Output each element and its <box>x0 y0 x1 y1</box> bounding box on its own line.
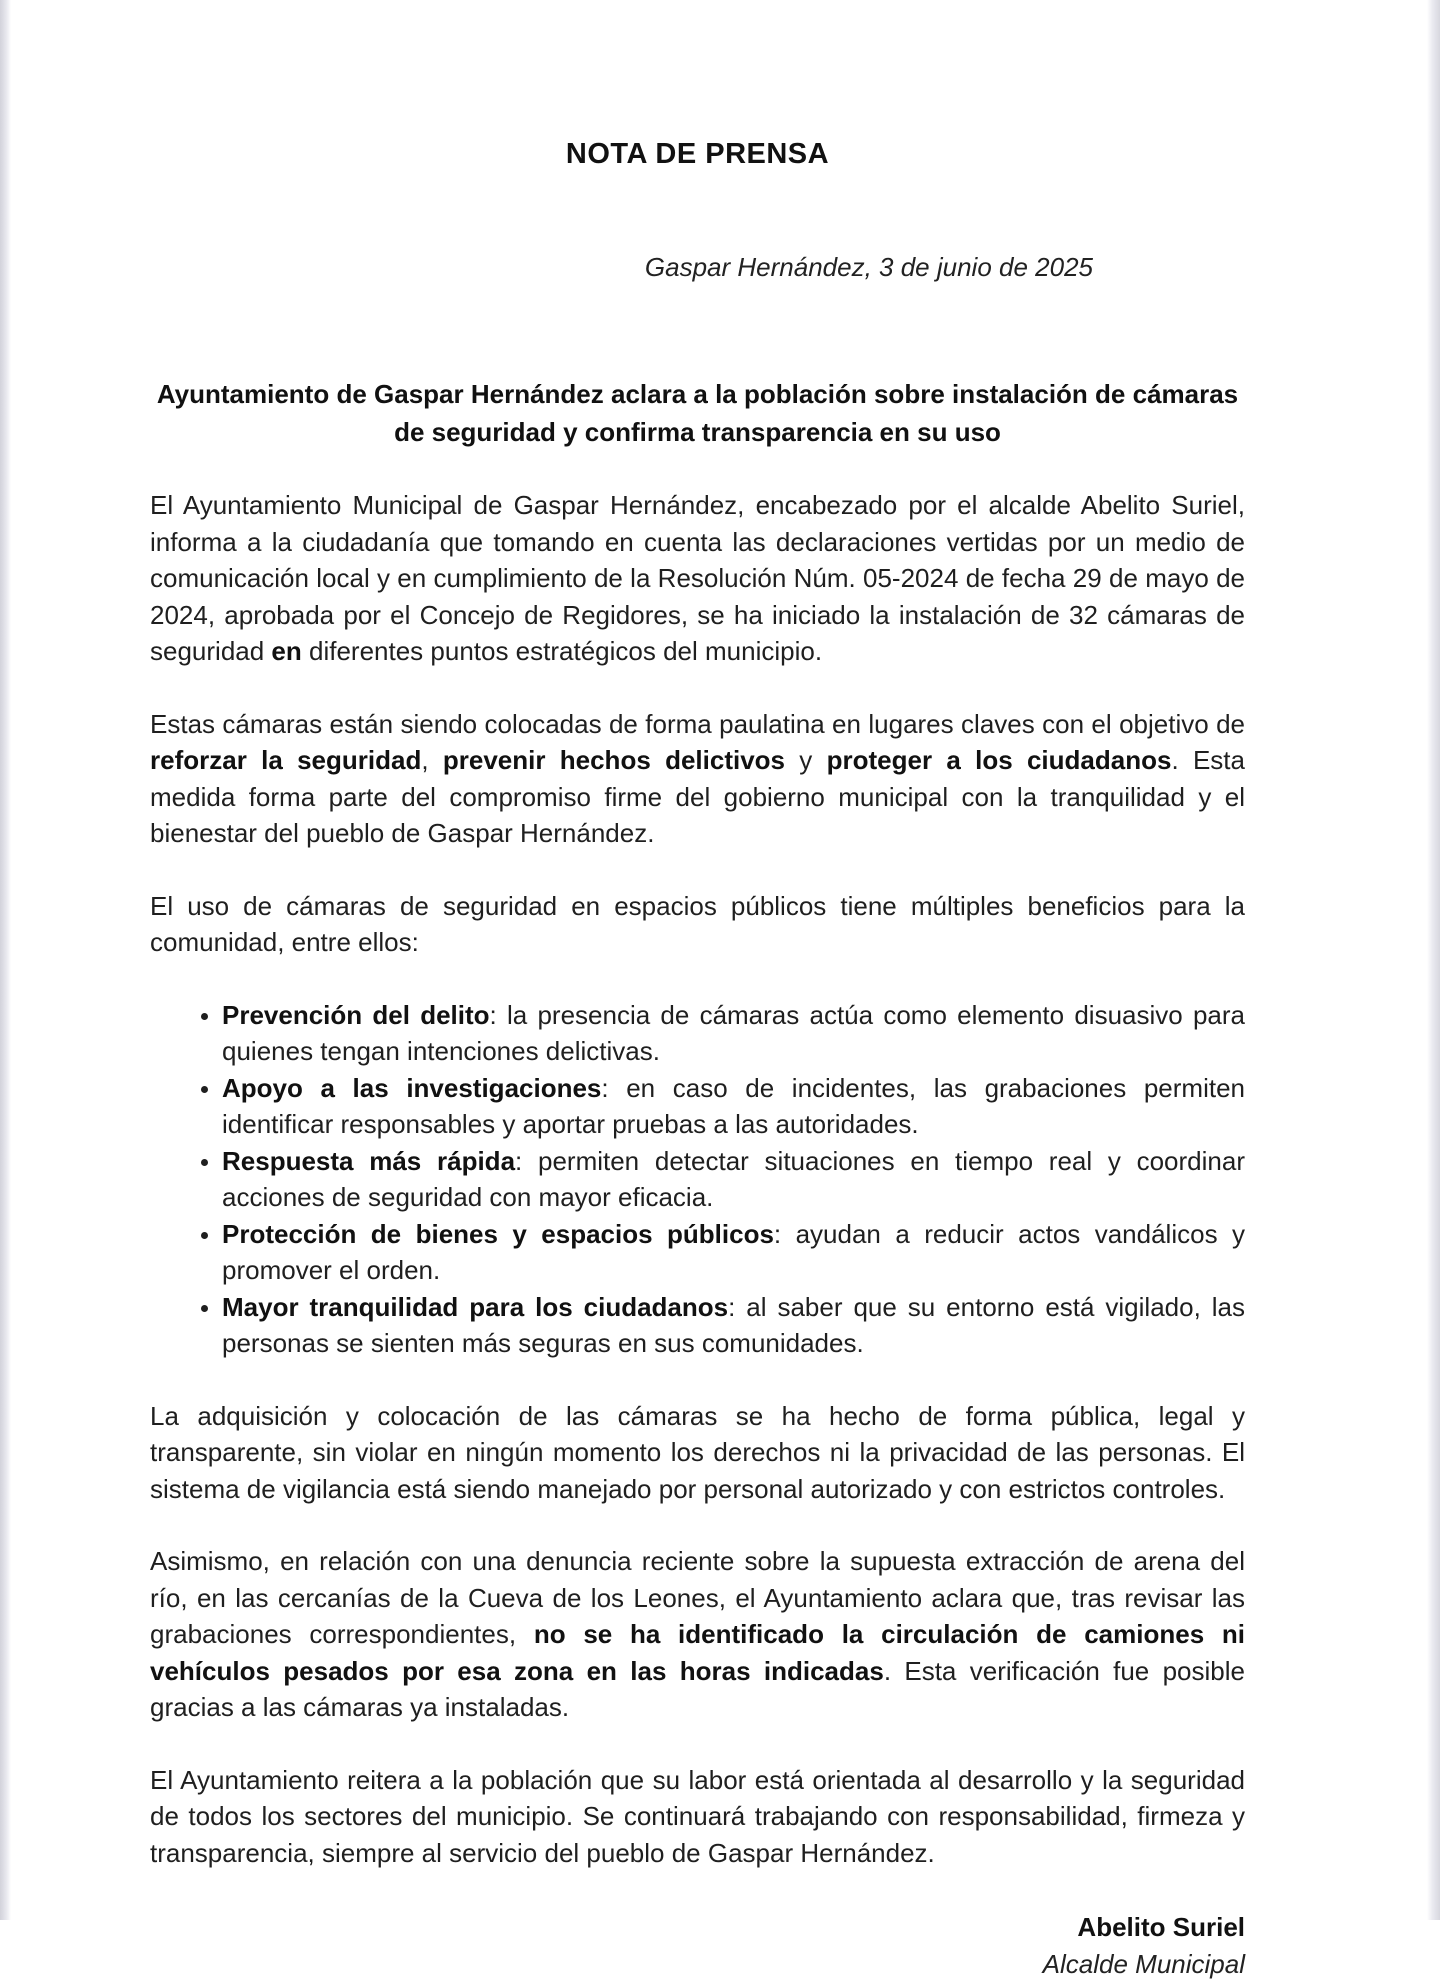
text-run: El uso de cámaras de seguridad en espacios públicos tiene múltiples beneficios para la comunidad, entre ellos: <box>150 891 1245 958</box>
text-run: : la presencia de cámaras actúa como elemento disuasivo para quienes tengan intenciones delictivas. <box>222 1000 1245 1067</box>
bold-text-run: proteger a los ciudadanos <box>827 745 1172 775</box>
text-run: : permiten detectar situaciones en tiempo real y coordinar acciones de seguridad con mayor eficacia. <box>222 1146 1245 1213</box>
list-item-tranquilidad <box>222 1289 1245 1362</box>
bold-text-run: Respuesta más rápida <box>222 1146 515 1176</box>
paragraph-purpose <box>150 706 1245 852</box>
text-run: El Ayuntamiento reitera a la población que su labor está orientada al desarrollo y la seguridad de todos los sectores del municipio. Se continuará trabajando con responsabilidad, firmeza y transparencia, siempre al servicio del pueblo de Gaspar Hernández. <box>150 1765 1245 1868</box>
bold-text-run: Apoyo a las investigaciones <box>222 1073 601 1103</box>
dateline: Gaspar Hernández, 3 de junio de 2025 <box>150 249 1245 286</box>
paragraph-benefits-lead <box>150 888 1245 961</box>
list-item-investigaciones <box>222 1070 1245 1143</box>
bold-text-run: reforzar la seguridad <box>150 745 421 775</box>
text-run: : al saber que su entorno está vigilado, las personas se sienten más seguras en sus comunidades. <box>222 1292 1245 1359</box>
signature-role: Alcalde Municipal <box>150 1946 1245 1982</box>
list-item-prevencion <box>222 997 1245 1070</box>
bold-text-run: Mayor tranquilidad para los ciudadanos <box>222 1292 728 1322</box>
headline: Ayuntamiento de Gaspar Hernández aclara a la población sobre instalación de cámaras de seguridad y confirma transparencia en su uso <box>150 375 1245 451</box>
text-run: Estas cámaras están siendo colocadas de forma paulatina en lugares claves con el objetivo de <box>150 709 1245 739</box>
document-title: NOTA DE PRENSA <box>150 136 1245 173</box>
text-run: . Esta medida forma parte del compromiso firme del gobierno municipal con la tranquilidad y el bienestar del pueblo de Gaspar Hernández. <box>150 745 1245 848</box>
text-run: y <box>785 745 827 775</box>
text-run: . Esta verificación fue posible gracias a las cámaras ya instaladas. <box>150 1656 1245 1723</box>
paragraph-denuncia <box>150 1543 1245 1726</box>
list-item-proteccion <box>222 1216 1245 1289</box>
list-item-respuesta <box>222 1143 1245 1216</box>
paragraph-transparencia <box>150 1398 1245 1508</box>
text-run: , <box>421 745 443 775</box>
signature-name: Abelito Suriel <box>150 1909 1245 1946</box>
bold-text-run: en <box>271 636 301 666</box>
text-run: La adquisición y colocación de las cámaras se ha hecho de forma pública, legal y transparente, sin violar en ningún momento los derechos ni la privacidad de las personas. El sistema de vigilancia está siendo manejado por personal autorizado y con estrictos controles. <box>150 1401 1245 1504</box>
text-run: El Ayuntamiento Municipal de Gaspar Hernández, encabezado por el alcalde Abelito Suriel, informa a la ciudadanía que tomando en cuenta las declaraciones vertidas por un medio de comunicación local y en cumplimiento de la Resolución Núm. 05-2024 de fecha 29 de mayo de 2024, aprobada por el Concejo de Regidores, se ha iniciado la instalación de 32 cámaras de seguridad <box>150 490 1245 666</box>
bold-text-run: no se ha identificado la circulación de camiones ni vehículos pesados por esa zona en las horas indicadas <box>150 1619 1245 1686</box>
benefits-list <box>150 997 1245 1362</box>
text-run: : en caso de incidentes, las grabaciones permiten identificar responsables y aportar pruebas a las autoridades. <box>222 1073 1245 1140</box>
paragraph-cierre <box>150 1762 1245 1872</box>
bold-text-run: Prevención del delito <box>222 1000 490 1030</box>
text-run: : ayudan a reducir actos vandálicos y promover el orden. <box>222 1219 1245 1286</box>
text-run: Asimismo, en relación con una denuncia reciente sobre la supuesta extracción de arena del río, en las cercanías de la Cueva de los Leones, el Ayuntamiento aclara que, tras revisar las grabaciones correspondientes, <box>150 1546 1245 1649</box>
paragraph-intro <box>150 487 1245 670</box>
bold-text-run: Protección de bienes y espacios públicos <box>222 1219 774 1249</box>
text-run: diferentes puntos estratégicos del municipio. <box>302 636 822 666</box>
bold-text-run: prevenir hechos delictivos <box>443 745 785 775</box>
